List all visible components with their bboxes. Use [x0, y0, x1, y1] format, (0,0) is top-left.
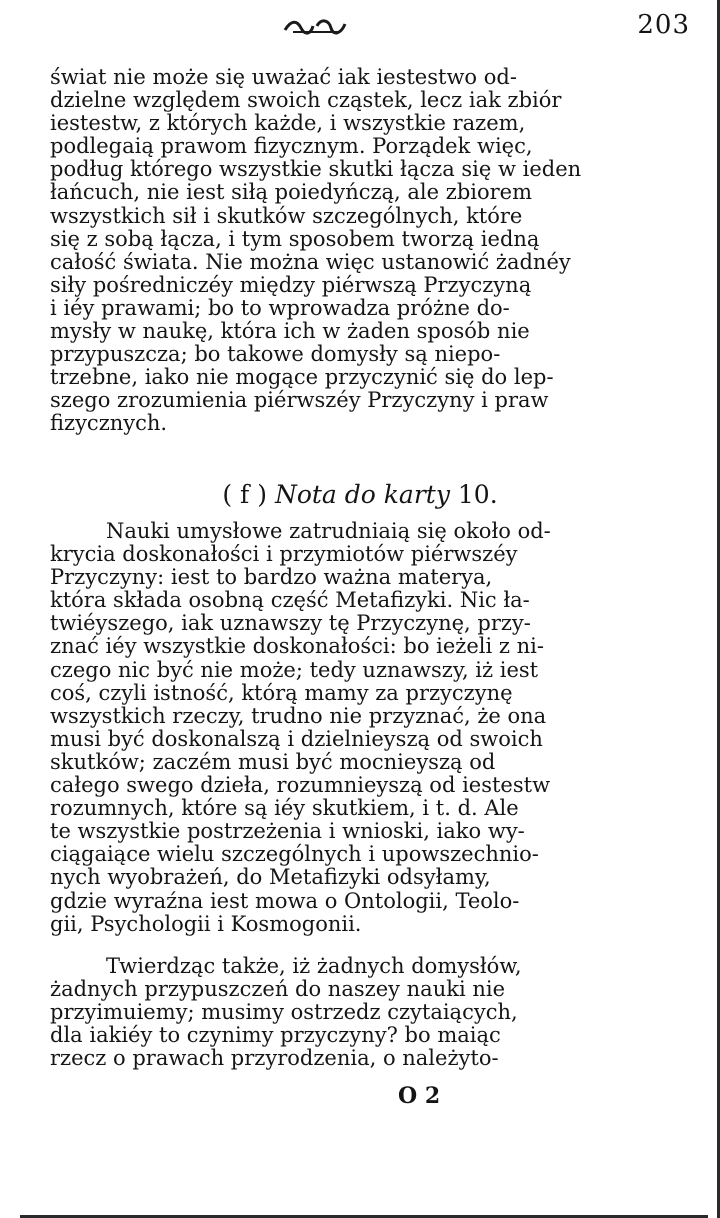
- text-line: Nauki umysłowe zatrudniaią się około od-: [106, 519, 551, 543]
- text-line: Przyczyny: iest to bardzo ważna materya,: [50, 565, 493, 590]
- text-line: nych wyobrażeń, do Metafizyki odsyłamy,: [50, 865, 491, 890]
- section-heading: [0, 480, 720, 509]
- text-line: iestestw, z których każde, i wszystkie razem,: [50, 111, 526, 136]
- text-line: i iéy prawami; bo to wprowadza próżne do-: [50, 295, 510, 320]
- text-line: dla iakiéy to czynimy przyczyny? bo maiąc: [50, 1023, 501, 1048]
- text-line: wszystkich rzeczy, trudno nie przyznać, że ona: [50, 703, 547, 728]
- text-line: znać iéy wszystkie doskonałości: bo ieżeli z ni-: [50, 634, 544, 659]
- text-line: szego zrozumienia piérwszéy Przyczyny i praw: [50, 388, 549, 413]
- text-line: dzielne względem swoich cząstek, lecz iak zbiór: [50, 88, 562, 113]
- text-line: się z sobą łącza, i tym sposobem tworzą iedną: [50, 226, 540, 251]
- text-line: całość świata. Nie można więc ustanowić żadnéy: [50, 249, 571, 274]
- text-line: siły pośredniczéy między piérwszą Przyczyną: [50, 272, 532, 297]
- text-line: coś, czyli istność, którą mamy za przyczynę: [50, 680, 513, 705]
- text-line: krycia doskonałości i przymiotów piérwszéy: [50, 542, 518, 567]
- text-line: świat nie może się uważać iak iestestwo od-: [50, 65, 517, 89]
- text-line: przypuszcza; bo takowe domysły są niepo-: [50, 342, 501, 367]
- text-line: rzecz o prawach przyrodzenia, o należyto-: [50, 1046, 499, 1071]
- text-line: musi być doskonalszą i dzielnieyszą od swoich: [50, 726, 543, 751]
- text-line: ciągaiące wielu szczególnych i upowszechnio-: [50, 842, 539, 867]
- printer-ornament-icon: [283, 16, 347, 38]
- page-number: 203: [637, 10, 690, 40]
- text-line: Twierdząc także, iż żadnych domysłów,: [106, 954, 522, 978]
- text-line: żadnych przypuszczeń do naszey nauki nie: [50, 977, 506, 1002]
- text-line: trzebne, iako nie mogące przyczynić się do lep-: [50, 365, 554, 390]
- paragraph-2: [50, 520, 610, 936]
- text-line: czego nic być nie może; tedy uznawszy, iż iest: [50, 657, 539, 682]
- text-line: przyimuiemy; musimy ostrzedz czytaiących,: [50, 1000, 518, 1025]
- text-line: mysły w naukę, która ich w żaden sposób nie: [50, 319, 530, 344]
- section-number: 10.: [457, 480, 498, 509]
- text-line: rozumnych, które są iéy skutkiem, i t. d. Ale: [50, 796, 519, 821]
- text-line: łańcuch, nie iest siłą poiedyńczą, ale zbiorem: [50, 180, 532, 205]
- text-line: podlegaią prawom fizycznym. Porządek więc,: [50, 134, 533, 159]
- signature-mark: O 2: [398, 1083, 441, 1109]
- text-line: wszystkich sił i skutków szczególnych, które: [50, 203, 523, 228]
- text-line: całego swego dzieła, rozumnieyszą od iestestw: [50, 773, 551, 798]
- text-line: te wszystkie postrzeżenia i wnioski, iako wy-: [50, 819, 525, 844]
- paragraph-1: [50, 66, 610, 436]
- text-line: twiéyszego, iak uznawszy tę Przyczynę, przy-: [50, 611, 531, 636]
- section-marker: ( f ): [222, 480, 267, 509]
- text-line: skutków; zaczém musi być mocnieyszą od: [50, 749, 496, 774]
- text-line: która składa osobną część Metafizyki. Nic ła-: [50, 588, 530, 613]
- text-line: gii, Psychologii i Kosmogonii.: [50, 911, 362, 936]
- text-line: podług którego wszystkie skutki łącza się w ieden: [50, 157, 582, 182]
- text-line: fizycznych.: [50, 411, 168, 436]
- section-title: Nota do karty: [274, 480, 450, 509]
- paragraph-3: [50, 955, 610, 1070]
- text-line: gdzie wyraźna iest mowa o Ontologii, Teolo-: [50, 888, 520, 913]
